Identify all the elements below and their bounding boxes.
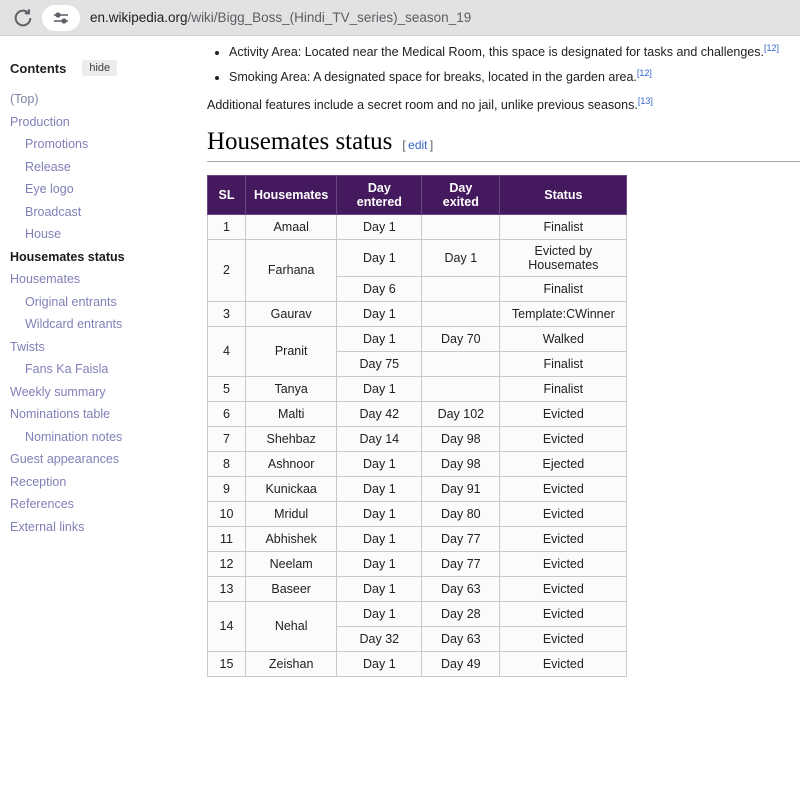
url-path: /wiki/Bigg_Boss_(Hindi_TV_series)_season_19 bbox=[187, 10, 472, 25]
sidebar-item-references[interactable]: References bbox=[10, 497, 74, 511]
cell-name: Kunickaa bbox=[246, 476, 337, 501]
table-row bbox=[208, 214, 627, 239]
cell-entered: Day 1 bbox=[337, 376, 422, 401]
cell-name: Farhana bbox=[246, 239, 337, 301]
cell-exited: Day 28 bbox=[422, 601, 500, 626]
cell-name: Malti bbox=[246, 401, 337, 426]
cell-sl: 14 bbox=[208, 601, 246, 651]
cell-entered: Day 1 bbox=[337, 526, 422, 551]
cell-status: Evicted bbox=[500, 526, 627, 551]
cell-status: Finalist bbox=[500, 351, 627, 376]
cell-entered: Day 1 bbox=[337, 601, 422, 626]
housemates-status-table bbox=[207, 175, 627, 677]
table-row bbox=[208, 651, 627, 676]
header-sl: SL bbox=[208, 175, 246, 214]
sidebar-item-fans-ka-faisla[interactable]: Fans Ka Faisla bbox=[25, 362, 109, 376]
cell-sl: 15 bbox=[208, 651, 246, 676]
cell-status-template-link[interactable]: Template:CWinner bbox=[500, 301, 627, 326]
cell-sl: 8 bbox=[208, 451, 246, 476]
sidebar-item-top[interactable]: (Top) bbox=[10, 92, 39, 106]
sidebar-item-external-links[interactable]: External links bbox=[10, 519, 85, 534]
sidebar-item-housemates-status[interactable]: Housemates status bbox=[10, 249, 125, 264]
cell-status: Evicted bbox=[500, 551, 627, 576]
cell-entered: Day 1 bbox=[337, 651, 422, 676]
table-row bbox=[208, 401, 627, 426]
table-row bbox=[208, 326, 627, 351]
sidebar-item-wildcard-entrants[interactable]: Wildcard entrants bbox=[25, 317, 123, 331]
bullet-smoking-area-text: Smoking Area: A designated space for breaks, located in the garden area. bbox=[229, 70, 637, 85]
header-day-exited: Day exited bbox=[422, 175, 500, 214]
cell-name: Zeishan bbox=[246, 651, 337, 676]
cell-status: Evicted bbox=[500, 401, 627, 426]
cell-name: Shehbaz bbox=[246, 426, 337, 451]
sidebar-item-nominations-table[interactable]: Nominations table bbox=[10, 407, 111, 421]
reference-link-12b[interactable]: [12] bbox=[636, 68, 652, 79]
cell-sl: 6 bbox=[208, 401, 246, 426]
cell-entered: Day 1 bbox=[337, 576, 422, 601]
features-bullet-list bbox=[207, 42, 800, 87]
cell-entered: Day 1 bbox=[337, 501, 422, 526]
cell-status: Ejected bbox=[500, 451, 627, 476]
cell-exited: Day 63 bbox=[422, 576, 500, 601]
contents-title: Contents bbox=[10, 60, 67, 76]
table-row bbox=[208, 239, 627, 276]
cell-entered: Day 1 bbox=[337, 214, 422, 239]
sidebar-item-release[interactable]: Release bbox=[25, 159, 71, 174]
sidebar-item-original-entrants[interactable]: Original entrants bbox=[25, 294, 117, 309]
cell-sl: 11 bbox=[208, 526, 246, 551]
edit-bracket-close: ] bbox=[427, 137, 434, 152]
cell-entered: Day 42 bbox=[337, 401, 422, 426]
cell-sl: 5 bbox=[208, 376, 246, 401]
cell-entered: Day 1 bbox=[337, 239, 422, 276]
table-row bbox=[208, 301, 627, 326]
cell-entered: Day 1 bbox=[337, 551, 422, 576]
cell-sl: 7 bbox=[208, 426, 246, 451]
cell-name: Amaal bbox=[246, 214, 337, 239]
cell-sl: 1 bbox=[208, 214, 246, 239]
cell-entered: Day 32 bbox=[337, 626, 422, 651]
cell-status: Walked bbox=[500, 326, 627, 351]
table-row bbox=[208, 501, 627, 526]
cell-sl: 4 bbox=[208, 326, 246, 376]
sidebar-item-house[interactable]: House bbox=[25, 227, 62, 241]
cell-name: Ashnoor bbox=[246, 451, 337, 476]
cell-sl: 9 bbox=[208, 476, 246, 501]
cell-sl: 10 bbox=[208, 501, 246, 526]
sidebar-item-guest-appearances[interactable]: Guest appearances bbox=[10, 452, 120, 466]
cell-exited: Day 98 bbox=[422, 426, 500, 451]
bullet-activity-area-text: Activity Area: Located near the Medical Room, this space is designated for tasks and challenges. bbox=[229, 45, 765, 60]
cell-name: Gaurav bbox=[246, 301, 337, 326]
paragraph-text: Additional features include a secret room and no jail, unlike previous seasons. bbox=[207, 97, 638, 112]
cell-exited: Day 102 bbox=[422, 401, 500, 426]
cell-entered: Day 14 bbox=[337, 426, 422, 451]
cell-name: Mridul bbox=[246, 501, 337, 526]
edit-section bbox=[402, 138, 433, 152]
cell-exited: Day 49 bbox=[422, 651, 500, 676]
cell-entered: Day 1 bbox=[337, 451, 422, 476]
section-heading bbox=[207, 128, 800, 162]
url-text[interactable] bbox=[90, 0, 471, 35]
sidebar-item-twists[interactable]: Twists bbox=[10, 339, 45, 354]
cell-name: Neelam bbox=[246, 551, 337, 576]
cell-sl: 12 bbox=[208, 551, 246, 576]
cell-exited bbox=[422, 214, 500, 239]
hide-toc-button[interactable]: hide bbox=[82, 60, 117, 76]
cell-exited: Day 91 bbox=[422, 476, 500, 501]
sidebar-item-eye-logo[interactable]: Eye logo bbox=[25, 182, 74, 196]
table-row bbox=[208, 601, 627, 626]
table-header-row bbox=[208, 175, 627, 214]
cell-status: Evicted bbox=[500, 626, 627, 651]
cell-sl: 3 bbox=[208, 301, 246, 326]
cell-exited bbox=[422, 376, 500, 401]
bullet-smoking-area bbox=[229, 67, 800, 86]
sidebar-item-weekly-summary[interactable]: Weekly summary bbox=[10, 384, 106, 399]
cell-entered: Day 1 bbox=[337, 326, 422, 351]
sidebar-item-housemates[interactable]: Housemates bbox=[10, 272, 81, 286]
page-section-title: Housemates status bbox=[207, 127, 393, 155]
cell-status: Evicted bbox=[500, 476, 627, 501]
cell-status: Finalist bbox=[500, 376, 627, 401]
cell-entered: Day 75 bbox=[337, 351, 422, 376]
table-row bbox=[208, 376, 627, 401]
cell-name: Abhishek bbox=[246, 526, 337, 551]
cell-name: Tanya bbox=[246, 376, 337, 401]
cell-exited: Day 77 bbox=[422, 551, 500, 576]
cell-exited: Day 98 bbox=[422, 451, 500, 476]
bullet-activity-area bbox=[229, 42, 800, 61]
header-day-entered: Day entered bbox=[337, 175, 422, 214]
table-row bbox=[208, 426, 627, 451]
edit-bracket-open: [ bbox=[402, 137, 409, 152]
sidebar-item-promotions[interactable]: Promotions bbox=[25, 137, 89, 151]
cell-status: Evicted bbox=[500, 601, 627, 626]
cell-status: Evicted bbox=[500, 426, 627, 451]
sidebar-item-reception[interactable]: Reception bbox=[10, 474, 67, 489]
sidebar-item-production[interactable]: Production bbox=[10, 114, 70, 129]
cell-exited: Day 70 bbox=[422, 326, 500, 351]
browser-address-bar bbox=[0, 0, 800, 36]
cell-exited: Day 80 bbox=[422, 501, 500, 526]
cell-exited: Day 77 bbox=[422, 526, 500, 551]
cell-exited bbox=[422, 276, 500, 301]
table-row bbox=[208, 576, 627, 601]
site-settings-icon bbox=[52, 10, 70, 26]
cell-status: Evicted bbox=[500, 651, 627, 676]
cell-status: Evicted bbox=[500, 501, 627, 526]
cell-entered: Day 6 bbox=[337, 276, 422, 301]
table-row bbox=[208, 451, 627, 476]
cell-exited bbox=[422, 351, 500, 376]
reference-link-13[interactable]: [13] bbox=[637, 95, 653, 106]
cell-status: Finalist bbox=[500, 214, 627, 239]
cell-exited bbox=[422, 301, 500, 326]
cell-status: Evicted by Housemates bbox=[500, 239, 627, 276]
cell-name: Pranit bbox=[246, 326, 337, 376]
site-info-button[interactable] bbox=[42, 5, 80, 31]
cell-exited: Day 63 bbox=[422, 626, 500, 651]
reload-icon bbox=[12, 7, 34, 29]
cell-status: Finalist bbox=[500, 276, 627, 301]
sidebar-item-broadcast[interactable]: Broadcast bbox=[25, 204, 82, 219]
contents-sidebar bbox=[10, 60, 202, 538]
reference-link-12[interactable]: [12] bbox=[764, 43, 780, 53]
cell-sl: 13 bbox=[208, 576, 246, 601]
additional-features-paragraph bbox=[207, 96, 800, 112]
cell-name: Baseer bbox=[246, 576, 337, 601]
cell-exited: Day 1 bbox=[422, 239, 500, 276]
article-content bbox=[207, 36, 800, 671]
reload-button[interactable] bbox=[12, 7, 34, 29]
table-row bbox=[208, 476, 627, 501]
cell-sl: 2 bbox=[208, 239, 246, 301]
header-status: Status bbox=[500, 175, 627, 214]
cell-status: Evicted bbox=[500, 576, 627, 601]
cell-entered: Day 1 bbox=[337, 301, 422, 326]
cell-entered: Day 1 bbox=[337, 476, 422, 501]
url-domain: en.wikipedia.org bbox=[90, 10, 188, 25]
header-housemates: Housemates bbox=[246, 175, 337, 214]
edit-link[interactable]: edit bbox=[408, 137, 428, 152]
table-row bbox=[208, 526, 627, 551]
table-row bbox=[208, 551, 627, 576]
sidebar-item-nomination-notes[interactable]: Nomination notes bbox=[25, 429, 123, 444]
cell-name: Nehal bbox=[246, 601, 337, 651]
